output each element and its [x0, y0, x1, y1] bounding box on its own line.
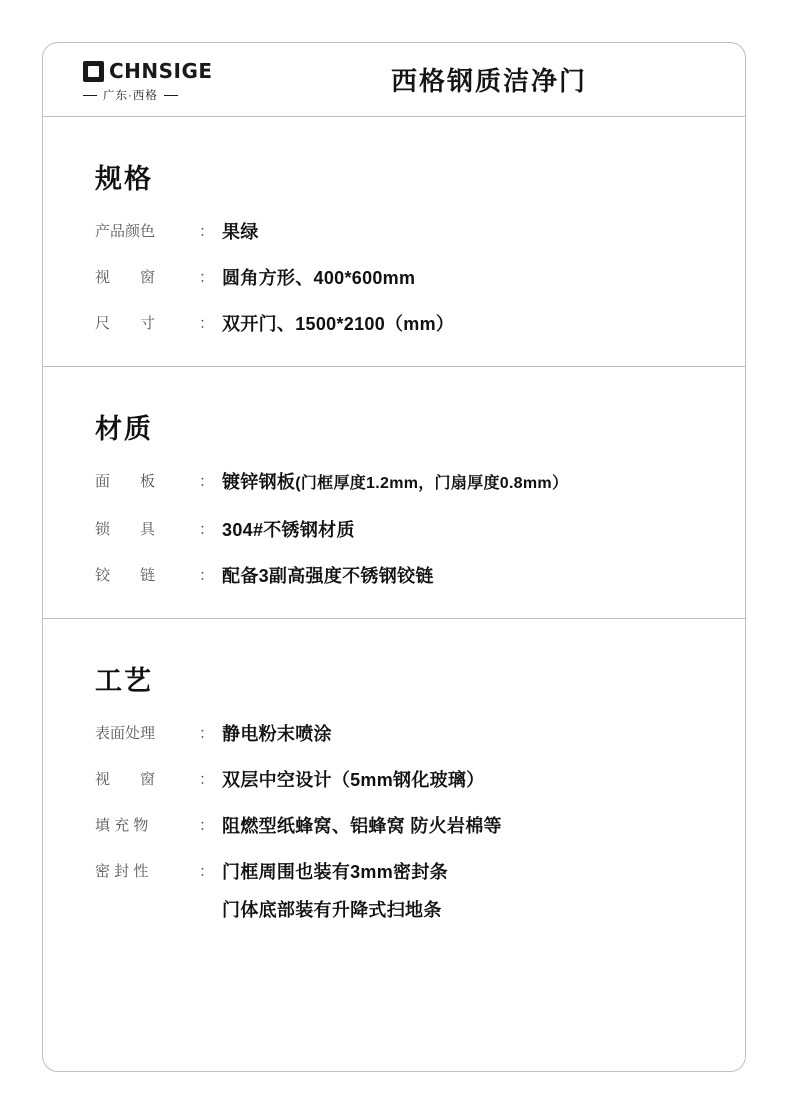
row-colon: ：	[199, 771, 215, 788]
logo-subtitle-text: 广东·西格	[103, 90, 158, 102]
row-colon: ：	[199, 269, 215, 286]
spec-row	[95, 860, 745, 922]
row-label: 锁 具	[95, 521, 156, 538]
spec-row	[95, 768, 745, 792]
row-value: 双开门、1500*2100（mm）	[222, 314, 455, 334]
spec-row	[95, 220, 745, 244]
logo-mark	[83, 56, 213, 82]
row-label: 密 封 性	[95, 863, 149, 880]
row-colon: ：	[199, 521, 215, 538]
dash-right-icon	[164, 95, 178, 96]
row-value	[222, 860, 448, 922]
row-value: 配备3副高强度不锈钢铰链	[222, 566, 434, 586]
row-value-main: 门框周围也装有3mm密封条	[222, 862, 448, 882]
row-value: 圆角方形、400*600mm	[222, 268, 416, 288]
row-label: 铰 链	[95, 567, 156, 584]
row-label: 产品颜色	[95, 223, 156, 240]
row-value: 双层中空设计（5mm钢化玻璃）	[222, 770, 485, 790]
spec-row	[95, 470, 745, 496]
section-materials	[43, 367, 745, 619]
row-label: 视 窗	[95, 771, 156, 788]
spec-row	[95, 518, 745, 542]
row-value	[222, 470, 568, 496]
section-process	[43, 619, 745, 952]
logo-subtitle	[83, 87, 178, 103]
row-label: 面 板	[95, 473, 156, 490]
spec-row	[95, 564, 745, 588]
row-value-main: 镀锌钢板	[222, 472, 296, 492]
logo-wordmark: CHNSIGE	[109, 59, 213, 83]
spec-card	[42, 42, 746, 1072]
brand-logo	[43, 56, 293, 103]
row-label: 填 充 物	[95, 817, 149, 834]
page-title: 西格钢质洁净门	[390, 66, 587, 96]
row-colon: ：	[199, 223, 215, 240]
row-label: 表面处理	[95, 725, 156, 742]
spec-row	[95, 722, 745, 746]
spec-row	[95, 312, 745, 336]
section-specifications	[43, 117, 745, 367]
dash-left-icon	[83, 95, 97, 96]
row-colon: ：	[199, 567, 215, 584]
row-colon: ：	[199, 725, 215, 742]
logo-square-icon	[83, 61, 104, 82]
row-value-note: (门框厚度1.2mm，门扇厚度0.8mm）	[295, 475, 569, 492]
row-value: 果绿	[222, 222, 259, 242]
row-label: 尺 寸	[95, 315, 156, 332]
row-label: 视 窗	[95, 269, 156, 286]
section-title: 工艺	[95, 666, 153, 696]
row-value-line2: 门体底部装有升降式扫地条	[222, 900, 442, 920]
row-colon: ：	[199, 817, 215, 834]
section-title: 规格	[95, 164, 153, 194]
section-title: 材质	[95, 414, 153, 444]
row-value: 304#不锈钢材质	[222, 520, 355, 540]
row-colon: ：	[199, 473, 215, 490]
row-value: 阻燃型纸蜂窝、铝蜂窝 防火岩棉等	[222, 816, 502, 836]
card-header	[43, 43, 745, 117]
spec-row	[95, 266, 745, 290]
row-colon: ：	[199, 315, 215, 332]
row-colon: ：	[199, 863, 215, 880]
spec-row	[95, 814, 745, 838]
row-value: 静电粉末喷涂	[222, 724, 332, 744]
